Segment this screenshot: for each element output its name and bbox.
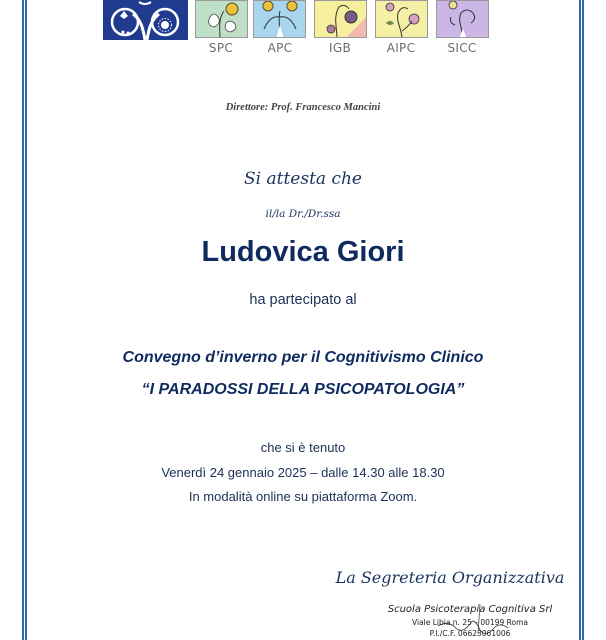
stamp-tax-id: P.I./C.F. 06623061006 [429,629,511,638]
sicc-flower-icon [437,1,489,38]
event-subtitle: “I PARADOSSI DELLA PSICOPATOLOGIA” [141,381,465,398]
aipc-label: AIPC [386,41,416,55]
stamp-address: Viale Libia n. 25 – 00199 Roma [411,618,528,627]
event-title: Convegno d’inverno per il Cognitivismo Clinico [122,349,484,366]
igb-logo [314,0,367,38]
aipc-flower-icon [376,1,428,38]
stamp-org-name: Scuola Psicoterapia Cognitiva Srl [387,604,553,615]
organization-stamp [380,603,560,639]
sicc-logo [436,0,489,38]
main-logo [103,0,188,40]
spc-flower-icon [196,1,248,38]
tree-logo-icon [103,0,188,40]
aipc-logo [375,0,428,38]
participated-text: ha partecipato al [249,292,357,308]
page-border-right-outer [582,0,584,640]
igb-flower-icon [315,1,367,38]
page-border-left-inner [25,0,27,640]
page-border-left-outer [22,0,24,640]
title-prefix: il/la Dr./Dr.ssa [265,208,341,220]
event-date: Venerdì 24 gennaio 2025 – dalle 14.30 alle 18.30 [161,465,445,480]
igb-label: IGB [329,41,351,55]
held-text: che si è tenuto [260,440,346,455]
apc-label: APC [267,41,293,55]
sicc-label: SICC [447,41,477,55]
spc-logo [195,0,248,38]
attestation-heading: Si attesta che [244,169,362,189]
recipient-name: Ludovica Giori [201,236,405,268]
apc-logo [253,0,306,38]
spc-label: SPC [208,41,234,55]
apc-flower-icon [254,1,306,38]
director-line: Direttore: Prof. Francesco Mancini [225,102,381,113]
event-mode: In modalità online su piattaforma Zoom. [188,489,418,504]
page-border-right-inner [579,0,581,640]
secretariat-signature-label: La Segreteria Organizzativa [335,568,565,587]
